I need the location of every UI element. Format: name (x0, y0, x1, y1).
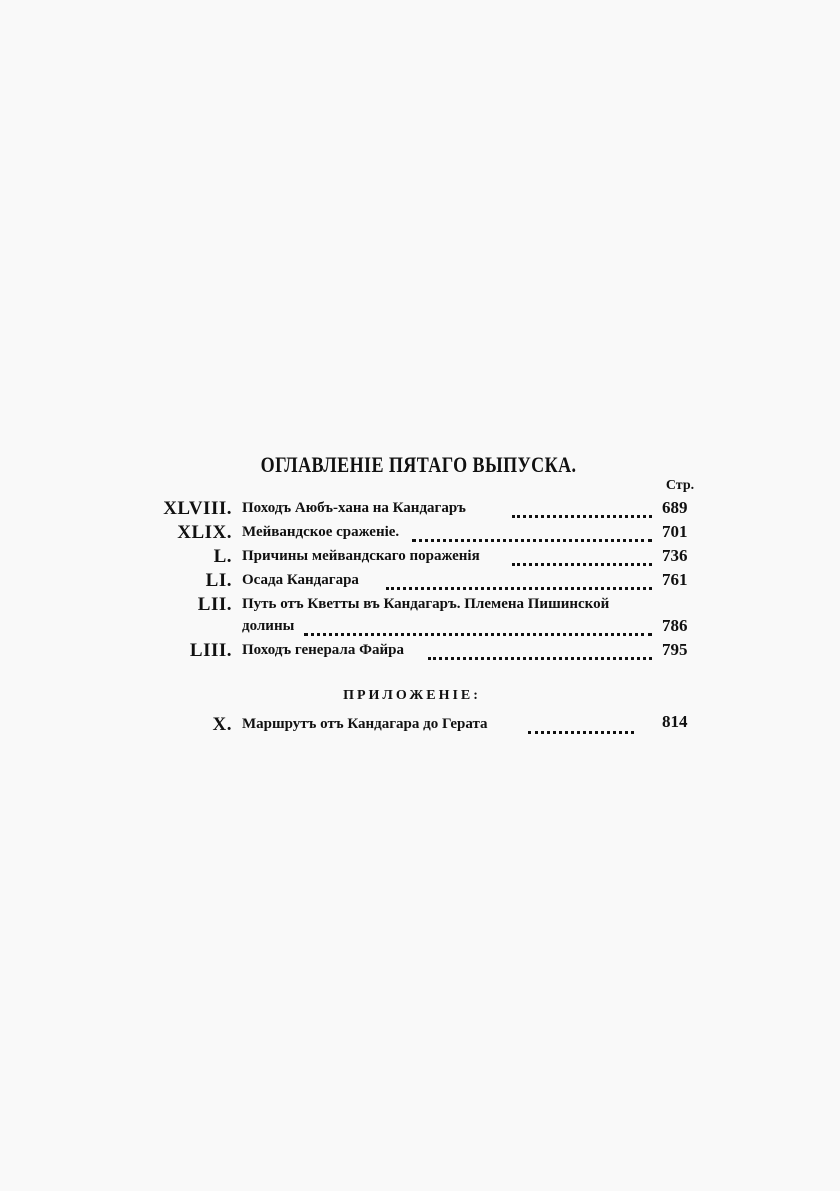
chapter-title: Осада Кандагара (242, 572, 359, 588)
page-number: 786 (662, 616, 688, 635)
dot-leader (428, 636, 652, 660)
page-number: 761 (662, 570, 688, 589)
appendix-entry (0, 714, 840, 738)
chapter-number: LII. (197, 594, 232, 615)
chapter-number: LIII. (189, 640, 232, 661)
chapter-number: LI. (205, 570, 232, 591)
dot-leader (528, 710, 634, 734)
chapter-number: XLVIII. (163, 498, 232, 519)
dot-leader (412, 518, 652, 542)
page-number: 736 (662, 546, 688, 565)
chapter-title: Походъ Аюбъ-хана на Кандагаръ (242, 500, 466, 516)
dot-leader (512, 542, 652, 566)
toc-entry-continuation (0, 616, 840, 640)
page-column-header: Стр. (665, 478, 695, 493)
dot-leader (512, 494, 652, 518)
chapter-title: Мейвандское сраженіе. (242, 524, 400, 540)
page-number: 701 (662, 522, 688, 541)
appendix-title: Маршрутъ отъ Кандагара до Герата (242, 716, 488, 732)
dot-leader (304, 612, 652, 636)
appendix-heading: ПРИЛОЖЕНІЕ: (343, 688, 481, 703)
page-number: 689 (662, 498, 688, 517)
toc-title: ОГЛАВЛЕНІЕ ПЯТАГО ВЫПУСКА. (260, 452, 577, 477)
chapter-title: Причины мейвандскаго пораженія (242, 548, 480, 564)
chapter-title: Походъ генерала Файра (242, 642, 404, 658)
chapter-number: L. (213, 546, 232, 567)
appendix-number: X. (212, 714, 232, 735)
dot-leader (386, 566, 652, 590)
chapter-number: XLIX. (177, 522, 232, 543)
chapter-title: Путь отъ Кветты въ Кандагаръ. Племена Пишинской (242, 596, 610, 612)
toc-entry (0, 640, 840, 664)
page-number: 795 (662, 640, 688, 659)
page-number: 814 (662, 712, 688, 731)
chapter-title-continuation: долины (242, 618, 295, 634)
toc-entry (0, 522, 840, 546)
toc-entry (0, 570, 840, 594)
